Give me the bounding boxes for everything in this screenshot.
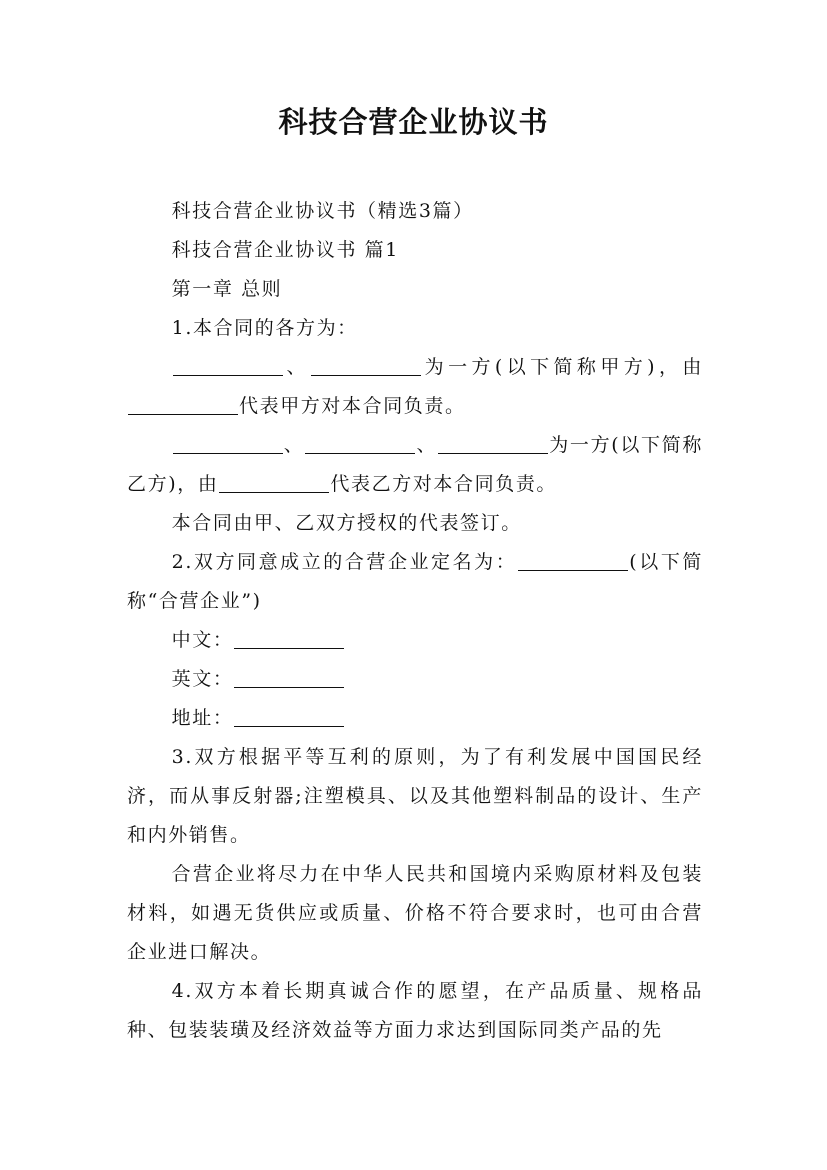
blank-field [234,629,344,649]
chinese-name-label: 中文： [171,629,234,651]
blank-field [234,668,344,688]
separator-text: 、 [416,434,438,456]
separator-text: 、 [283,356,310,378]
paragraph-article-3: 3.双方根据平等互利的原则，为了有利发展中国国民经济，而从事反射器;注塑模具、以及其他塑料制品的设计、生产和内外销售。 [127,746,703,846]
paragraph-english-name [127,660,703,699]
blank-field [305,434,415,454]
paragraph-signing: 本合同由甲、乙双方授权的代表签订。 [171,512,522,534]
paragraph-article-2 [127,543,703,621]
address-label: 地址： [171,707,234,729]
paragraph-section-heading: 科技合营企业协议书 篇1 [171,239,399,261]
paragraph-chapter-heading: 第一章 总则 [171,278,283,300]
paragraph-procurement: 合营企业将尽力在中华人民共和国境内采购原材料及包装材料，如遇无货供应或质量、价格不符合要求时，也可由合营企业进口解决。 [127,863,703,963]
paragraph-party-a [127,348,703,426]
blank-field [518,551,628,571]
enterprise-abbr-text: (以下简称“合营企业”) [127,551,703,612]
paragraph-chinese-name [127,621,703,660]
document-title: 科技合营企业协议书 [278,105,549,139]
separator-text: 、 [283,434,305,456]
blank-field [128,395,238,415]
paragraph-address [127,699,703,738]
party-b-responsible-text: 代表乙方对本合同负责。 [330,473,558,495]
blank-field [219,473,329,493]
blank-field [438,434,548,454]
party-a-text: 为一方(以下简称甲方)，由 [421,356,703,378]
blank-field [173,356,283,376]
party-a-responsible-text: 代表甲方对本合同负责。 [239,395,466,417]
paragraph-article-1: 1.本合同的各方为： [171,317,358,339]
party-b-text: 为一方(以下简称乙方)，由 [127,434,703,495]
blank-field [311,356,421,376]
english-name-label: 英文： [171,668,234,690]
enterprise-name-text: 2.双方同意成立的合营企业定名为： [171,551,518,573]
paragraph-party-b [127,426,703,504]
paragraph-article-4: 4.双方本着长期真诚合作的愿望，在产品质量、规格品种、包装装璜及经济效益等方面力求达到国际同类产品的先 [127,980,703,1041]
blank-field [234,707,344,727]
document-body [127,192,703,1050]
paragraph-subtitle: 科技合营企业协议书（精选3篇） [171,200,474,222]
blank-field [173,434,283,454]
